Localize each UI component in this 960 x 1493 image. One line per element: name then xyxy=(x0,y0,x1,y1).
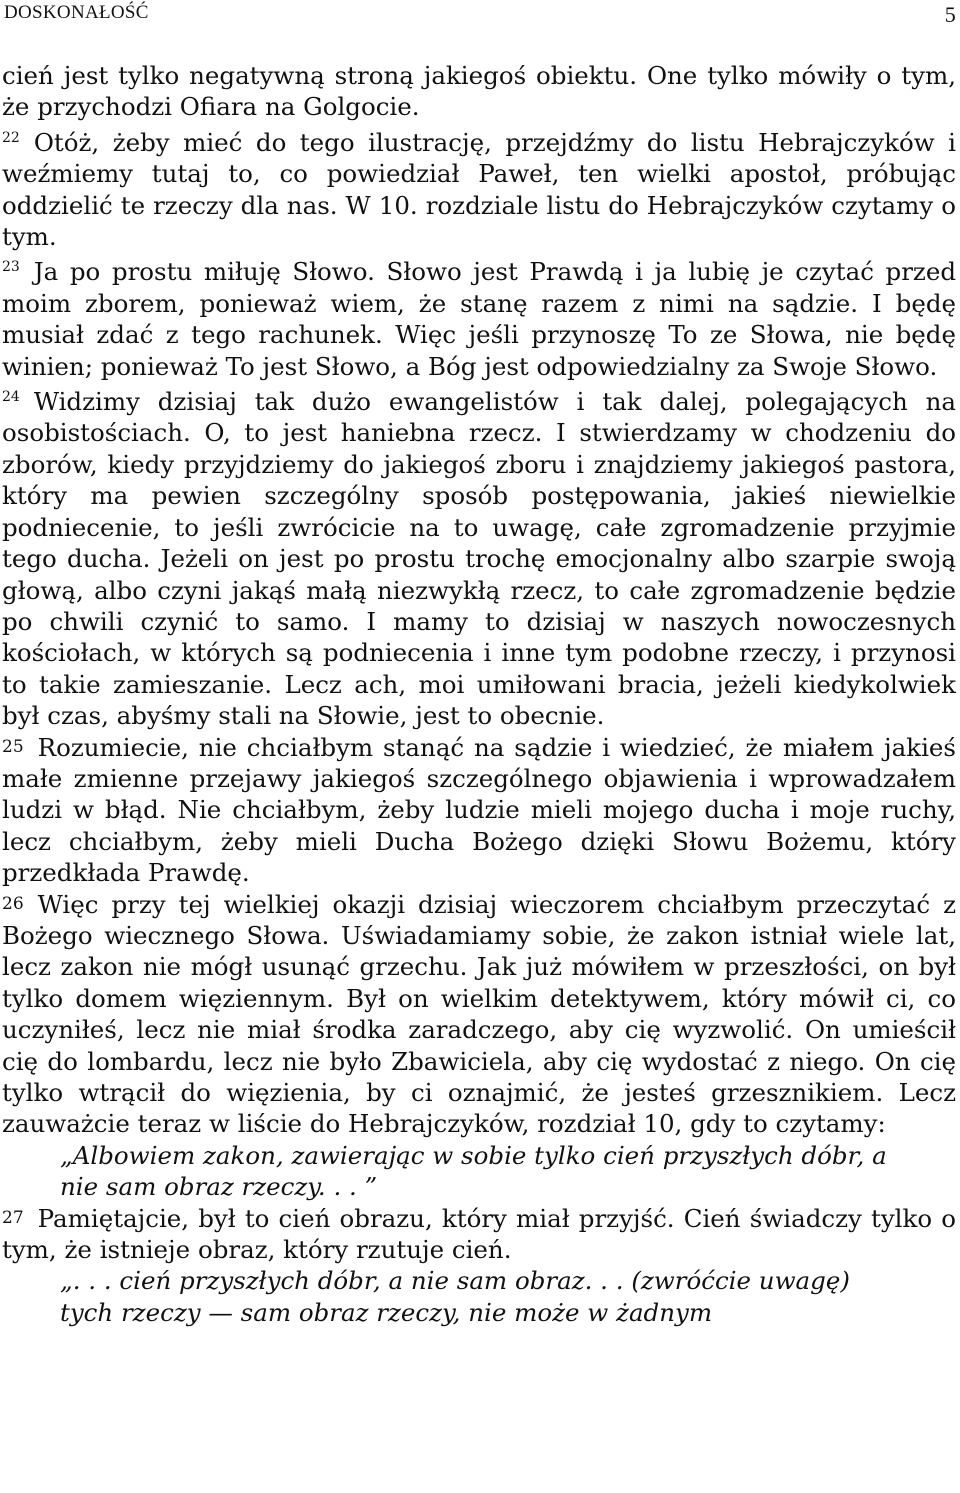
page-number: 5 xyxy=(944,2,956,27)
paragraph-number: 26 xyxy=(2,893,24,914)
scripture-quote-continued: „. . . cień przyszłych dóbr, a nie sam obraz. . . (zwróćcie uwagę) tych rzeczy — sam obraz rzeczy, nie może w żadnym xyxy=(60,1266,850,1327)
paragraph-number: 24 xyxy=(2,389,20,406)
paragraph-text: Pamiętajcie, był to cień obrazu, który miał przyjść. Cień świadczy tylko o tym, że istnieje obraz, który rzutuje cień. xyxy=(2,1203,956,1265)
paragraph-text: Ja po prostu miłuję Słowo. Słowo jest Prawdą i ja lubię je czytać przed moim zborem, ponieważ wiem, że stanę razem z nimi na sądzie. I będę musiał zdać z tego rachunek. Więc jeśli przynoszę To ze Słowa, nie będę winien; ponieważ To jest Słowo, a Bóg jest odpowiedzialny za Swoje Słowo. xyxy=(2,257,956,381)
section-title: DOSKONAŁOŚĆ xyxy=(4,2,149,23)
scripture-quote: „Albowiem zakon, zawierając w sobie tylko cień przyszłych dóbr, a nie sam obraz rzeczy. . . ” xyxy=(60,1140,887,1202)
paragraph-text: Rozumiecie, nie chciałbym stanąć na sądzie i wiedzieć, że miałem jakieś małe zmienne przejawy jakiegoś szczególnego objawienia i wprowadzałem ludzi w błąd. Nie chciałbym, żeby ludzie mieli mojego ducha i moje ruchy, lecz chciałbym, żeby mieli Ducha Bożego dzięki Słowu Bożemu, który przedkłada Prawdę. xyxy=(2,732,956,888)
paragraph-26 xyxy=(2,889,956,1140)
paragraph-number: 23 xyxy=(2,259,20,276)
paragraph-text: Otóż, żeby mieć do tego ilustrację, przejdźmy do listu Hebrajczyków i weźmiemy tutaj to, co powiedział Paweł, ten wielki apostoł, próbując oddzielić te rzeczy dla nas. W 10. rozdziale listu do Hebrajczyków czytamy o tym. xyxy=(2,127,956,252)
paragraph-text: Więc przy tej wielkiej okazji dzisiaj wieczorem chciałbym przeczytać z Bożego wiecznego Słowa. Uświadamiamy sobie, że zakon istniał wiele lat, lecz zakon nie mógł usunąć grzechu. Jak już mówiłem w przeszłości, on był tylko domem więziennym. Był on wielkim detektywem, który mówił ci, co uczyniłeś, lecz nie miał środka zaradczego, aby cię wyzwolić. On umieścił cię do lombardu, lecz nie było Zbawiciela, aby cię wydostać z niego. On cię tylko wtrącił do więzienia, by ci oznajmić, że jesteś grzesznikiem. Lecz zauważcie teraz w liście do Hebrajczyków, rozdział 10, gdy to czytamy: xyxy=(2,889,956,1139)
document-body xyxy=(2,60,956,1328)
paragraph-27 xyxy=(2,1203,956,1266)
paragraph-text: cień jest tylko negatywną stroną jakiegoś obiektu. One tylko mówiły o tym, że przychodzi Ofiara na Golgocie. xyxy=(2,61,956,122)
paragraph-continuation xyxy=(2,60,956,123)
paragraph-number: 25 xyxy=(2,736,24,757)
paragraph-number: 27 xyxy=(2,1207,24,1228)
paragraph-text: Widzimy dzisiaj tak dużo ewangelistów i tak dalej, polegających na osobistościach. O, to jest haniebna rzecz. I stwierdzamy w chodzeniu do zborów, kiedy przyjdziemy do jakiegoś zboru i znajdziemy jakiegoś pastora, który ma pewien szczególny sposób postępowania, jakieś niewielkie podniecenie, to jeśli zwrócicie na to uwagę, całe zgromadzenie przyjmie tego ducha. Jeżeli on jest po prostu trochę emocjonalny albo szarpie swoją głową, albo czyni jakąś małą niezwykłą rzecz, to całe zgromadzenie będzie po chwili czynić to samo. I mamy to dzisiaj w naszych nowoczesnych kościołach, w których są podniecenia i inne tym podobne rzeczy, i przynosi to takie zamieszanie. Lecz ach, moi umiłowani bracia, jeżeli kiedykolwiek był czas, abyśmy stali na Słowie, jest to obecnie. xyxy=(2,387,956,731)
paragraph-25 xyxy=(2,732,956,889)
paragraph-number: 22 xyxy=(2,129,20,146)
paragraph-22 xyxy=(2,123,956,253)
paragraph-23 xyxy=(2,252,956,382)
page-header xyxy=(4,2,956,32)
paragraph-24 xyxy=(2,382,956,731)
